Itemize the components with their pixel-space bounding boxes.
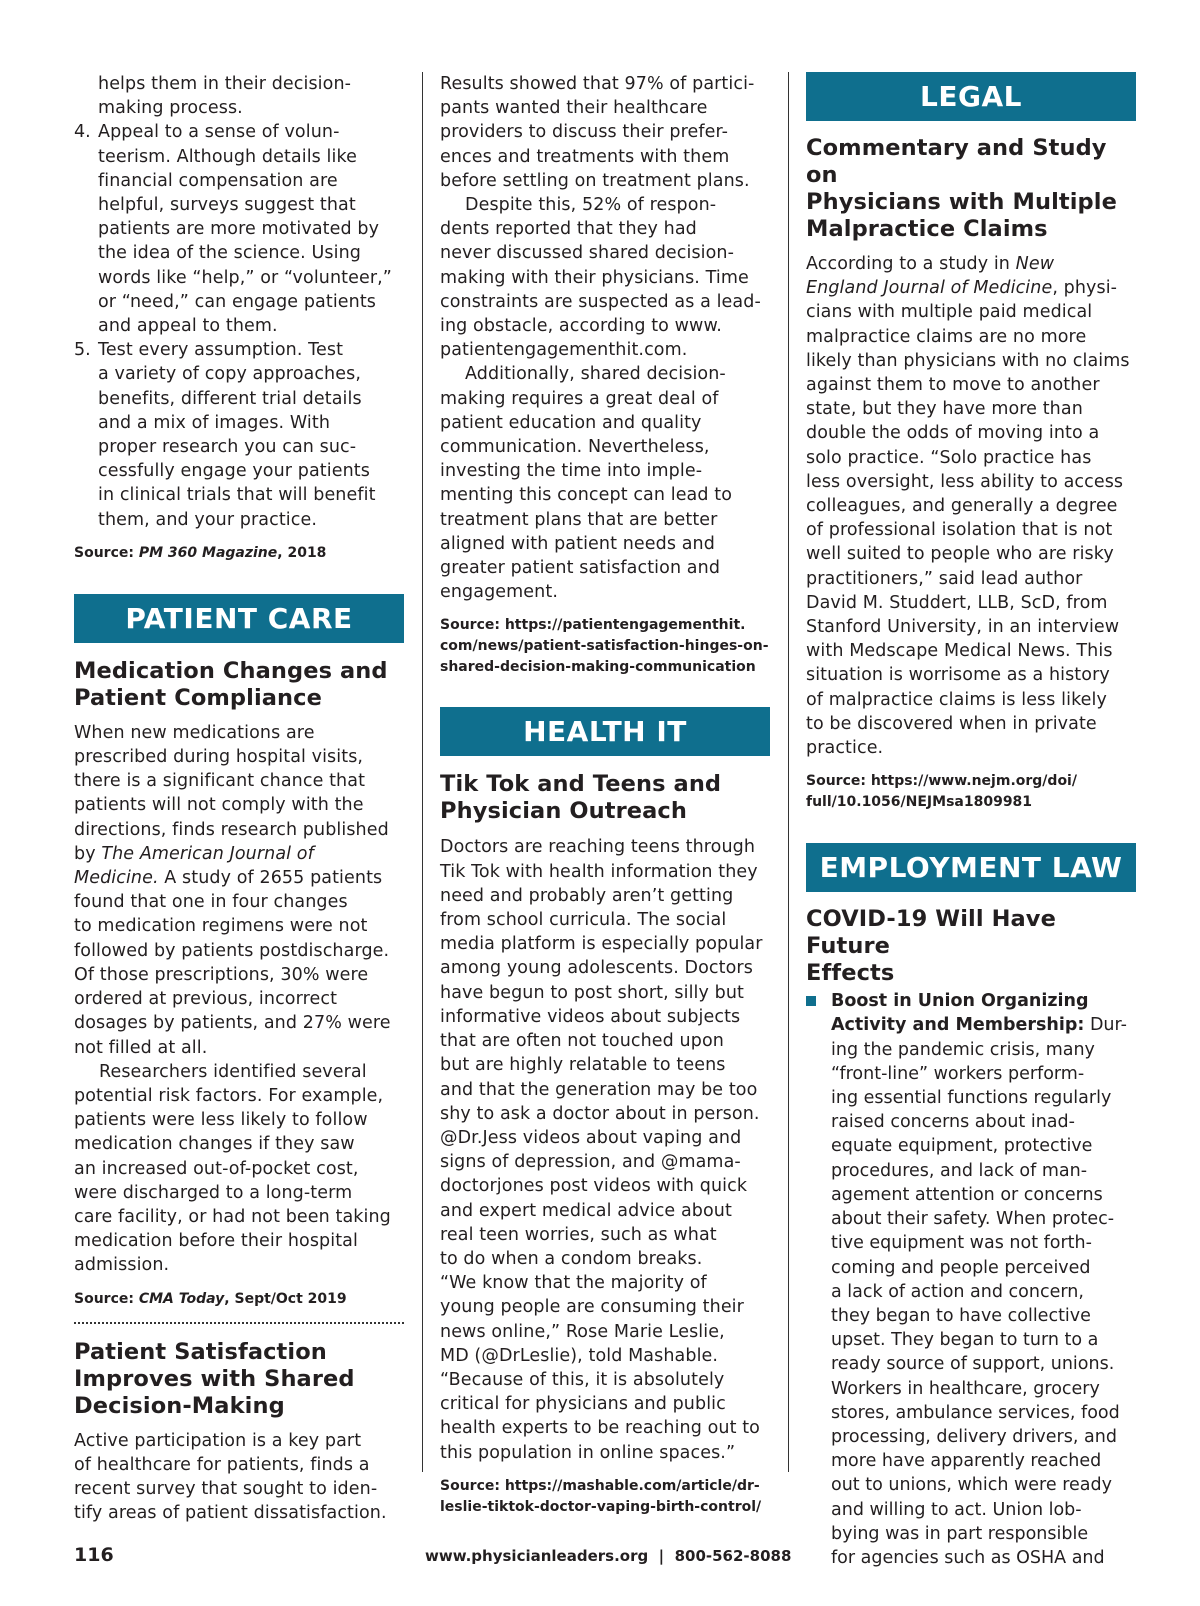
line: critical for physicians and public [440,1394,726,1415]
line: Stanford University, in an interview [806,617,1120,638]
line: providers to discuss their prefer- [440,122,729,143]
line: signs of depression, and @mama- [440,1152,741,1173]
line: have begun to post short, silly but [440,982,744,1003]
line: admission. [74,1255,170,1276]
line: patient education and quality [440,412,702,433]
line: for agencies such as OSHA and [831,1547,1105,1568]
line: health experts to be reaching out to [440,1418,760,1439]
line: “We know that the majority of [440,1273,707,1294]
line [74,842,404,866]
line: that are often not touched upon [440,1031,724,1052]
line: menting this concept can lead to [440,485,733,506]
line: a variety of copy approaches, [98,364,361,385]
line: found that one in four changes [74,892,348,913]
line: Doctors are reaching teens through [440,837,756,858]
title-line: Physician Outreach [440,798,687,825]
line: about their safety. When protec- [831,1209,1115,1230]
journal-name: The American Journal of [101,843,314,864]
column-rule-1 [422,72,423,1472]
line: never discussed shared decision- [440,243,735,264]
line: practice. [806,738,884,759]
line: financial compensation are [98,170,338,191]
title-line: Decision-Making [74,1392,285,1419]
source-citation [806,771,1136,813]
line: constraints are suspected as a lead- [440,291,761,312]
article-body [74,721,404,1278]
line: dents reported that they had [440,219,697,240]
source-citation [74,543,404,564]
page-number: 116 [74,1544,114,1566]
section-band-legal: LEGAL [806,72,1136,121]
line: Test every assumption. Test [98,340,344,361]
line [74,866,404,890]
title-line: COVID-19 Will Have Future [806,906,1056,960]
line: double the odds of moving into a [806,423,1100,444]
article-body-continued [440,72,770,604]
line: the idea of the science. Using [98,243,361,264]
line: news online,” Rose Marie Leslie, [440,1321,725,1342]
continued-list-text [74,72,404,120]
line: benefits, different trial details [98,388,362,409]
line: and a mix of images. With [98,412,331,433]
text: Dur- [1084,1015,1127,1036]
article-medication-changes [74,658,404,1310]
line: engagement. [440,582,558,603]
source-date: , Sept/Oct 2019 [224,1290,347,1307]
line: a lack of action and concern, [831,1281,1084,1302]
section-band-employment-law: EMPLOYMENT LAW [806,843,1136,892]
article-title [74,658,404,712]
line: bying was in part responsible [831,1523,1089,1544]
source-line: Source: https://patientengagementhit. [440,617,746,634]
line: malpractice claims are no more [806,326,1087,347]
line: When new medications are [74,722,315,743]
bullet-heading: Boost in Union Organizing [831,991,1089,1012]
source-publication: CMA Today [138,1290,225,1307]
line: patients will not comply with the [74,795,364,816]
line: Researchers identified several [99,1061,367,1082]
line: they began to have collective [831,1305,1091,1326]
line: before settling on treatment plans. [440,170,750,191]
line: and that the generation may be too [440,1079,758,1100]
line: among young adolescents. Doctors [440,958,753,979]
line: medication changes if they saw [74,1134,355,1155]
line: of malpractice claims is less likely [806,689,1107,710]
line: and willing to act. Union lob- [831,1499,1082,1520]
line: of healthcare for patients, finds a [74,1454,370,1475]
line: making process. [98,98,243,119]
line: directions, finds research published [74,819,389,840]
column-3 [806,72,1136,1570]
source-citation [440,1476,770,1518]
article-malpractice [806,135,1136,813]
line: an increased out-of-pocket cost, [74,1158,359,1179]
line: cessfully engage your patients [98,461,370,482]
line: investing the time into imple- [440,461,703,482]
line: or “need,” can engage patients [98,291,377,312]
line: MD (@DrLeslie), told Mashable. [440,1345,719,1366]
line: to medication regimens were not [74,916,368,937]
line [831,989,1136,1013]
line: were discharged to a long-term [74,1182,353,1203]
line: state, but they have more than [806,399,1083,420]
title-line: Commentary and Study on [806,135,1107,188]
line: patients are more motivated by [98,219,380,240]
line: this population in online spaces.” [440,1442,736,1463]
source-label: Source: [74,1290,134,1307]
source-citation [440,615,770,678]
title-line: Effects [806,960,895,987]
line: practitioners,” said lead author [806,568,1083,589]
line: ordered at previous, incorrect [74,989,338,1010]
line: procedures, and lack of man- [831,1160,1088,1181]
tips-list [74,120,404,531]
source-label: Source: [74,544,134,561]
line: colleagues, and generally a degree [806,496,1118,517]
journal-name: New [1015,254,1055,274]
list-number: 5. [74,340,91,361]
source-line: leslie-tiktok-doctor-vaping-birth-control/ [440,1498,762,1515]
line: likely than physicians with no claims [806,350,1130,371]
article-body [440,835,770,1464]
line: media platform is especially popular [440,934,763,955]
line: prescribed during hospital visits, [74,747,364,768]
column-rule-2 [788,72,789,1472]
article-covid-effects [806,906,1136,1570]
line: treatment plans that are better [440,509,718,530]
line: care facility, or had not been taking [74,1206,391,1227]
line: with Medscape Medical News. This [806,641,1113,662]
line: Of those prescriptions, 30% were [74,964,369,985]
line: in clinical trials that will benefit [98,485,376,506]
line: ing essential functions regularly [831,1088,1112,1109]
section-band-patient-care: PATIENT CARE [74,594,404,643]
line: there is a significant chance that [74,771,366,792]
line: potential risk factors. For example, [74,1085,384,1106]
line: “front-line” workers perform- [831,1063,1085,1084]
bullet-item [806,989,1136,1570]
line [806,276,1136,300]
article-patient-satisfaction [74,1339,404,1526]
text: According to a study in [806,254,1016,274]
source-line: Source: https://www.nejm.org/doi/ [806,773,1077,790]
line: “Because of this, it is absolutely [440,1369,725,1390]
line: recent survey that sought to iden- [74,1478,378,1499]
line: solo practice. “Solo practice has [806,447,1092,468]
line: agement attention or concerns [831,1184,1103,1205]
title-line: Medication Changes and [74,657,388,684]
bullet-heading: Activity and Membership: [831,1015,1085,1036]
line: making requires a great deal of [440,388,719,409]
line: to do when a condom breaks. [440,1248,703,1269]
journal-name: England Journal of Medicine [806,278,1053,299]
line: ences and treatments with them [440,146,730,167]
title-line: Malpractice Claims [806,216,1048,242]
line: raised concerns about inad- [831,1112,1075,1133]
line [831,1013,1136,1037]
line: followed by patients postdischarge. [74,940,390,961]
line [806,252,1136,276]
article-title [74,1339,404,1420]
article-title [806,906,1136,987]
line: but are highly relatable to teens [440,1055,726,1076]
text: by [74,843,102,864]
line: processing, delivery drivers, and [831,1426,1117,1447]
line: coming and people perceived [831,1257,1091,1278]
line: patientengagementhit.com. [440,340,688,361]
line: Additionally, shared decision- [465,364,726,385]
line: Despite this, 52% of respon- [465,195,717,216]
journal-name: Medicine. [74,868,159,889]
line: more have apparently reached [831,1451,1102,1472]
line: from school curricula. The social [440,910,727,931]
source-line: shared-decision-making-communication [440,659,756,676]
dotted-divider [74,1322,404,1324]
column-1 [74,72,404,1525]
line: equate equipment, protective [831,1136,1093,1157]
article-tik-tok [440,771,770,1517]
list-item [74,120,404,338]
article-body [806,252,1136,760]
line: proper research you can suc- [98,437,357,458]
line: situation is worrisome as a history [806,665,1110,686]
title-line: Physicians with Multiple [806,189,1117,215]
line: Results showed that 97% of partici- [440,74,755,94]
line: to be discovered when in private [806,713,1097,734]
line: and expert medical advice about [440,1200,732,1221]
line: against them to move to another [806,375,1100,396]
line: and appeal to them. [98,316,278,337]
source-line: com/news/patient-satisfaction-hinges-on- [440,638,769,655]
line: ing obstacle, according to www. [440,316,722,337]
line: not filled at all. [74,1037,208,1058]
line: them, and your practice. [98,509,318,530]
source-year: , 2018 [277,544,327,561]
text: A study of 2655 patients [158,868,383,889]
line: helpful, surveys suggest that [98,195,356,216]
title-line: Tik Tok and Teens and [440,771,722,798]
line: real teen worries, such as what [440,1224,717,1245]
line: helps them in their decision- [98,74,352,94]
footer-contact: www.physicianleaders.org | 800-562-8088 [425,1547,792,1565]
line: need and probably aren’t getting [440,885,734,906]
line: pants wanted their healthcare [440,98,708,119]
line: dosages by patients, and 27% were [74,1013,391,1034]
source-line: Source: https://mashable.com/article/dr- [440,1477,760,1494]
line: words like “help,” or “volunteer,” [98,267,392,288]
line: communication. Nevertheless, [440,437,710,458]
text: , physi- [1052,278,1118,299]
line: Active participation is a key part [74,1430,362,1451]
line: of professional isolation that is not [806,520,1113,541]
list-number: 4. [74,122,91,143]
line: tify areas of patient dissatisfaction. [74,1503,387,1524]
title-line: Improves with Shared [74,1365,355,1392]
line: shy to ask a doctor about in person. [440,1103,760,1124]
article-body [74,1429,404,1526]
list-item [74,338,404,532]
line: ready source of support, unions. [831,1354,1115,1375]
line: @Dr.Jess videos about vaping and [440,1127,742,1148]
title-line: Patient Compliance [74,684,322,711]
line: Tik Tok with health information they [440,861,758,882]
line: tive equipment was not forth- [831,1233,1092,1254]
line: upset. They began to turn to a [831,1330,1099,1351]
article-title [806,135,1136,243]
square-bullet-icon [806,996,816,1006]
line: greater patient satisfaction and [440,558,721,579]
line: young people are consuming their [440,1297,744,1318]
line: stores, ambulance services, food [831,1402,1120,1423]
line: making with their physicians. Time [440,267,749,288]
line: aligned with patient needs and [440,533,715,554]
section-band-health-it: HEALTH IT [440,707,770,756]
line: informative videos about subjects [440,1006,741,1027]
line: ing the pandemic crisis, many [831,1039,1095,1060]
line: Workers in healthcare, grocery [831,1378,1100,1399]
line: David M. Studdert, LLB, ScD, from [806,592,1108,613]
source-line: full/10.1056/NEJMsa1809981 [806,794,1033,811]
column-2 [440,72,770,1518]
line: out to unions, which were ready [831,1475,1112,1496]
line: patients were less likely to follow [74,1110,368,1131]
source-publication: PM 360 Magazine [138,544,278,561]
line: doctorjones post videos with quick [440,1176,748,1197]
line: Appeal to a sense of volun- [98,122,340,143]
source-citation [74,1289,404,1310]
line: well suited to people who are risky [806,544,1114,565]
line: teerism. Although details like [98,146,357,167]
article-title [440,771,770,825]
line: cians with multiple paid medical [806,302,1093,323]
line: less oversight, less ability to access [806,471,1124,492]
line: medication before their hospital [74,1231,358,1252]
title-line: Patient Satisfaction [74,1338,327,1365]
